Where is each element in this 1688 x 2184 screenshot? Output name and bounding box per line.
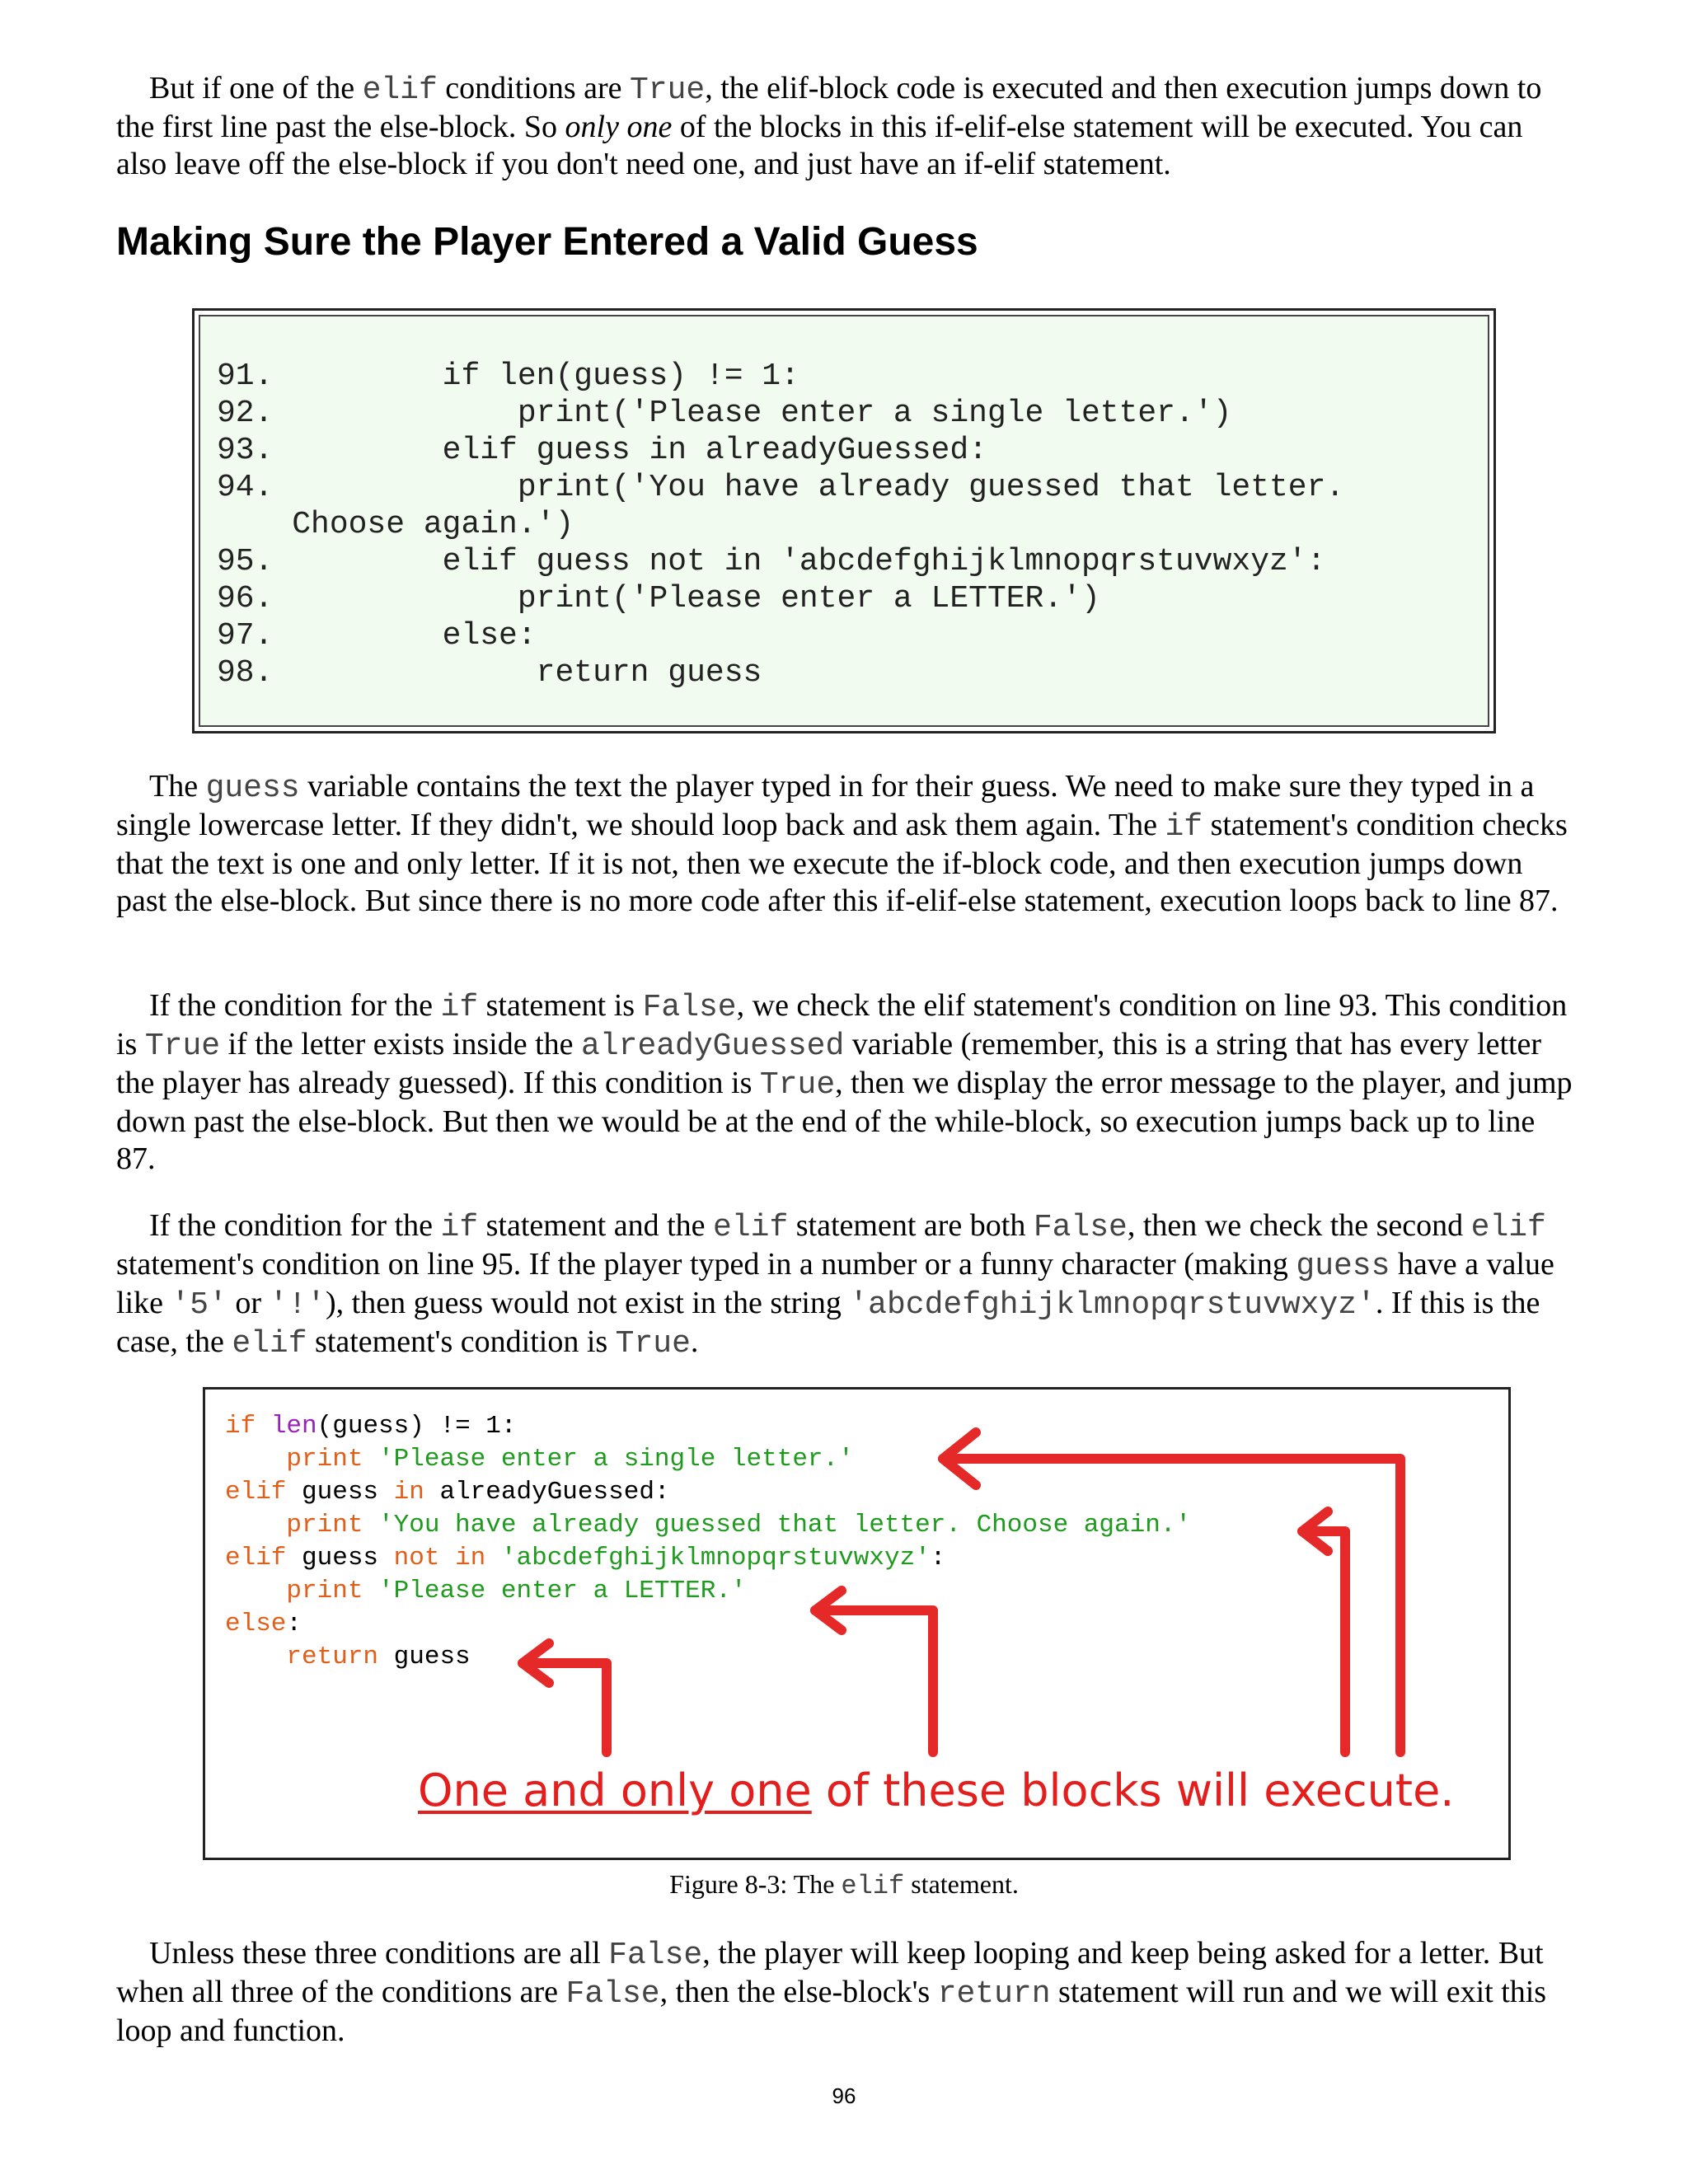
page-number: 96 <box>832 2083 856 2108</box>
text: statement's condition is <box>307 1324 616 1359</box>
arrow-to-second-elif-block <box>815 1610 933 1752</box>
text: or <box>227 1286 270 1320</box>
inline-code: True <box>144 1029 221 1064</box>
text: variable contains the text the player typed in for their guess. We need to make sure they typed in a single lowercase letter. If they didn't, we should loop back and ask them again. The <box>116 769 1535 842</box>
code-line: 97. else: <box>217 618 537 654</box>
text: , the player will keep looping and keep being asked for a letter. But when all three of the conditions are <box>116 1936 1544 2009</box>
keyword: else <box>225 1610 287 1638</box>
inline-code: True <box>630 73 706 108</box>
inline-code: elif <box>841 1871 905 1901</box>
text: If the condition for the <box>149 988 441 1023</box>
elif-figure <box>203 1387 1511 1860</box>
keyword: elif <box>225 1544 287 1572</box>
figure-annotation <box>418 1765 1454 1816</box>
text: statement and the <box>478 1208 714 1243</box>
text: conditions are <box>437 71 630 105</box>
code-listing-body <box>199 315 1489 727</box>
text: , then the else-block's <box>659 1975 938 2009</box>
text: variable (remember, this is a string that has every letter the player has already guessed). If this condition is <box>116 1027 1542 1100</box>
text: of the blocks in this if-elif-else statement will be executed. You can also leave off the else-block if you don't need one, and just have an if-elif statement. <box>116 110 1523 181</box>
section-heading: Making Sure the Player Entered a Valid Guess <box>116 220 978 264</box>
text: statement is <box>478 988 643 1023</box>
keyword: if <box>225 1412 256 1441</box>
code-line: 93. elif guess in alreadyGuessed: <box>217 433 987 468</box>
text: . <box>690 1324 699 1359</box>
inline-code: if <box>1165 809 1203 845</box>
text: , the elif-block code is executed and then execution jumps down to the first line past the else-block. So <box>116 71 1542 144</box>
text: : <box>930 1544 946 1572</box>
keyword: elif <box>225 1478 287 1507</box>
string-literal: 'Please enter a single letter.' <box>378 1445 854 1474</box>
code-line: 96. print('Please enter a LETTER.') <box>217 581 1100 616</box>
text: (guess) != 1: <box>316 1412 517 1441</box>
string-literal: 'You have already guessed that letter. Choose again.' <box>378 1511 1192 1540</box>
inline-code: guess <box>205 771 300 806</box>
text: statement's condition checks that the text is one and only letter. If it is not, then we execute the if-block code, and then execution jumps down past the else-block. But since there is no more code after this if-elif-else statement, execution loops back to line 87. <box>116 808 1568 918</box>
keyword: not in <box>393 1544 486 1572</box>
inline-code: if <box>440 1210 479 1245</box>
text: , then we display the error message to the player, and jump down past the else-block. But then we would be at the end of the while-block, so execution jumps back up to line 87. <box>116 1066 1573 1176</box>
paragraph-already-guessed <box>116 987 1575 1178</box>
arrow-to-elif-block <box>1302 1531 1345 1752</box>
intro-paragraph <box>116 70 1575 183</box>
annotation-underlined: One and only one <box>418 1765 812 1816</box>
code-line: 92. print('Please enter a single letter.') <box>217 396 1232 431</box>
inline-code: '!' <box>269 1287 326 1323</box>
inline-code: guess <box>1296 1249 1390 1284</box>
text: if the letter exists inside the <box>220 1027 582 1062</box>
inline-code: False <box>608 1938 703 1973</box>
inline-code: True <box>759 1067 836 1103</box>
inline-code: elif <box>232 1326 307 1361</box>
inline-code: False <box>642 990 737 1025</box>
code-line: 94. print('You have already guessed that letter. <box>217 470 1345 505</box>
arrow-to-if-block <box>943 1459 1400 1752</box>
text: ), then guess would not exist in the string <box>325 1286 850 1320</box>
inline-code: elif <box>1470 1210 1546 1245</box>
text: Unless these three conditions are all <box>149 1936 609 1971</box>
inline-code: '5' <box>171 1287 227 1323</box>
code-listing <box>192 308 1496 733</box>
inline-code: elif <box>362 73 438 108</box>
text: alreadyGuessed: <box>424 1478 670 1507</box>
text: , then we check the second <box>1127 1208 1471 1243</box>
text: Figure 8-3: The <box>669 1869 842 1899</box>
paragraph-second-elif <box>116 1207 1575 1362</box>
text: have a value like <box>116 1247 1554 1320</box>
inline-code: False <box>565 1976 660 2012</box>
code-line: 91. if len(guess) != 1: <box>217 359 799 394</box>
inline-code: return <box>937 1976 1051 2012</box>
code-line: 95. elif guess not in 'abcdefghijklmnopqrstuvwxyz': <box>217 544 1326 579</box>
text: , we check the elif statement's condition on line 93. This condition is <box>116 988 1568 1062</box>
keyword: print <box>286 1511 363 1540</box>
emphasis: only one <box>565 110 673 144</box>
keyword: in <box>393 1478 424 1507</box>
keyword: return <box>286 1643 379 1671</box>
builtin: len <box>270 1412 317 1441</box>
string-literal: 'abcdefghijklmnopqrstuvwxyz' <box>500 1544 931 1572</box>
paragraph-guess-variable <box>116 768 1575 920</box>
inline-code: elif <box>713 1210 789 1245</box>
text: But if one of the <box>149 71 363 105</box>
code-line: Choose again.') <box>217 507 574 542</box>
keyword: print <box>286 1577 363 1605</box>
keyword: print <box>286 1445 363 1474</box>
text: If the condition for the <box>149 1208 441 1243</box>
text: statement are both <box>788 1208 1034 1243</box>
string-literal: 'Please enter a LETTER.' <box>378 1577 747 1605</box>
text: statement. <box>904 1869 1019 1899</box>
text: statement's condition on line 95. If the player typed in a number or a funny character (making <box>116 1247 1296 1282</box>
inline-code: 'abcdefghijklmnopqrstuvwxyz' <box>849 1287 1376 1323</box>
text: The <box>149 769 206 804</box>
inline-code: if <box>440 990 479 1025</box>
figure-caption <box>0 1869 1688 1901</box>
text: . If this is the case, the <box>116 1286 1540 1359</box>
text: guess <box>286 1478 394 1507</box>
annotation-rest: of these blocks will execute. <box>811 1765 1455 1816</box>
text: statement will run and we will exit this loop and function. <box>116 1975 1547 2048</box>
inline-code: True <box>615 1326 691 1361</box>
text: : <box>286 1610 302 1638</box>
paragraph-conclusion <box>116 1935 1575 2050</box>
inline-code: alreadyGuessed <box>581 1029 845 1064</box>
code-line: 98. return guess <box>217 655 762 691</box>
text: guess <box>378 1643 471 1671</box>
inline-code: False <box>1033 1210 1128 1245</box>
text: guess <box>286 1544 394 1572</box>
